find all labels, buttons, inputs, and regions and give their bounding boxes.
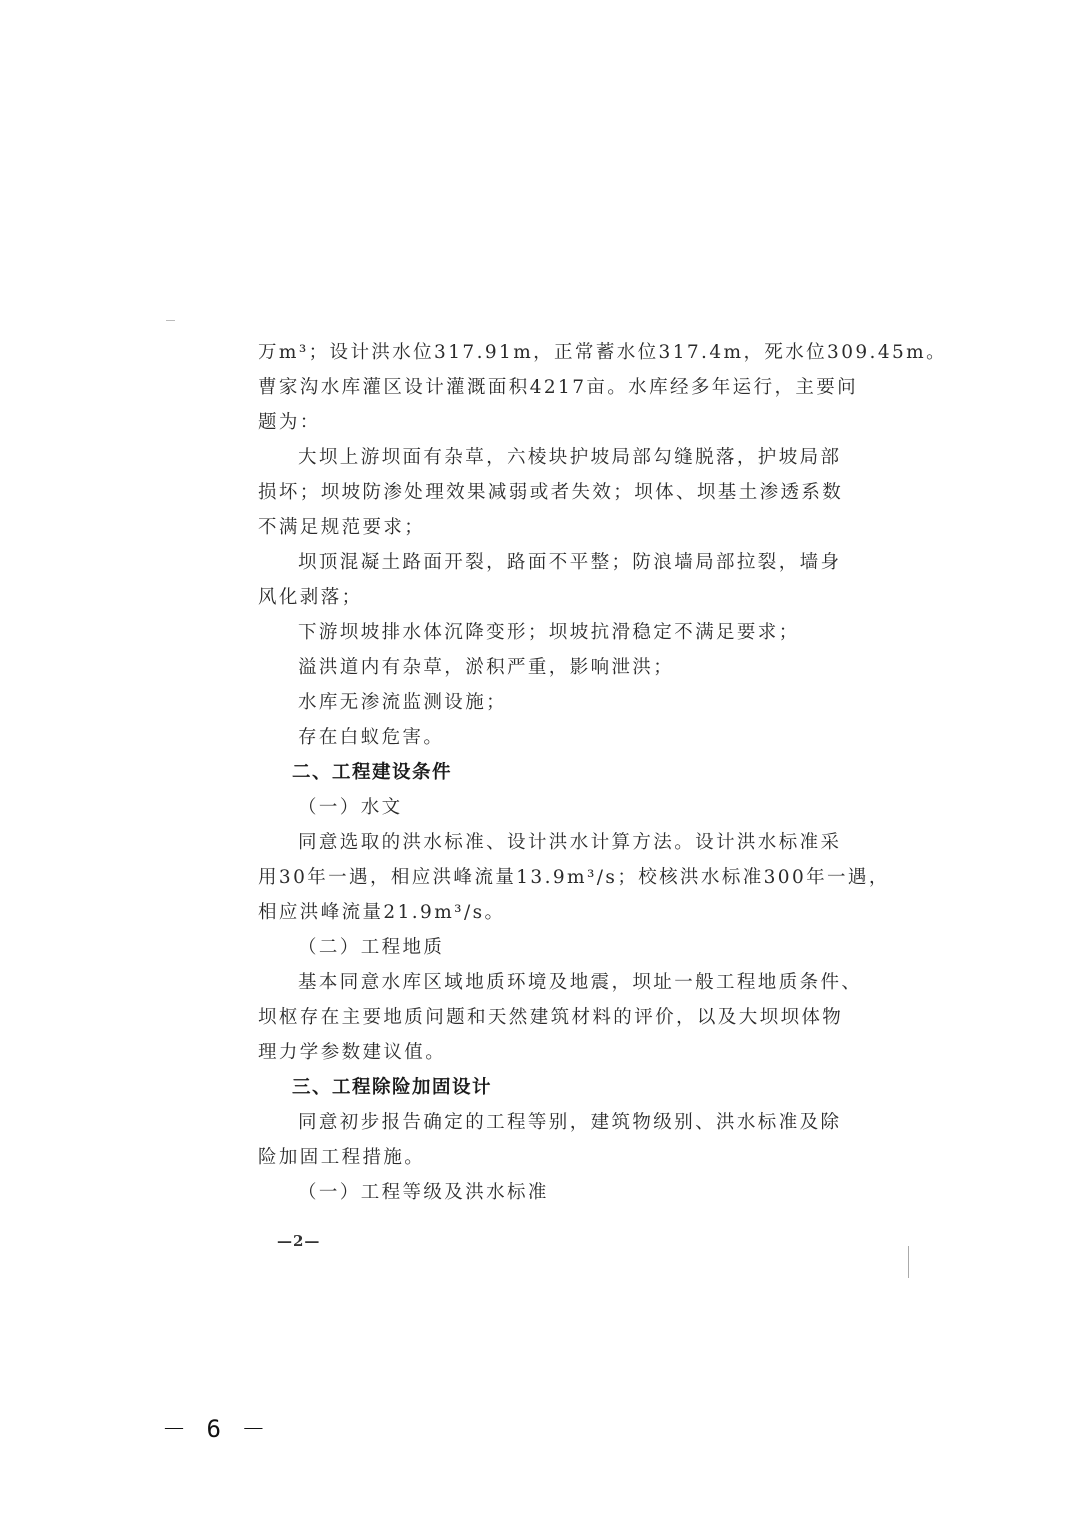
- paragraph-line: 基本同意水库区域地质环境及地震，坝址一般工程地质条件、: [298, 972, 863, 993]
- paragraph-line: 相应洪峰流量21.9m³/s。: [258, 902, 506, 923]
- paragraph-line: 坝顶混凝土路面开裂，路面不平整；防浪墙局部拉裂，墙身: [298, 552, 842, 573]
- paragraph-line: 同意选取的洪水标准、设计洪水计算方法。设计洪水标准采: [298, 832, 842, 853]
- inner-page-number: —2—: [277, 1232, 321, 1250]
- paragraph-line: 理力学参数建议值。: [258, 1042, 447, 1063]
- paragraph-line: 题为：: [258, 412, 321, 433]
- subsection-heading: （一）水文: [298, 797, 403, 818]
- section-heading: 二、工程建设条件: [292, 762, 453, 783]
- paragraph-line: 险加固工程措施。: [258, 1147, 426, 1168]
- paragraph-line: 溢洪道内有杂草，淤积严重，影响泄洪；: [298, 657, 675, 678]
- paragraph-line: 风化剥落；: [258, 587, 363, 608]
- paragraph-line: 坝枢存在主要地质问题和天然建筑材料的评价，以及大坝坝体物: [258, 1007, 844, 1028]
- scan-mark: [166, 320, 175, 321]
- paragraph-line: 不满足规范要求；: [258, 517, 426, 538]
- paragraph-line: 用30年一遇，相应洪峰流量13.9m³/s；校核洪水标准300年一遇，: [258, 867, 890, 888]
- paragraph-line: 水库无渗流监测设施；: [298, 692, 508, 713]
- paragraph-line: 下游坝坡排水体沉降变形；坝坡抗滑稳定不满足要求；: [298, 622, 800, 643]
- paragraph-line: 同意初步报告确定的工程等别，建筑物级别、洪水标准及除: [298, 1112, 842, 1133]
- subsection-heading: （一）工程等级及洪水标准: [298, 1182, 549, 1203]
- paragraph-line: 曹家沟水库灌区设计灌溉面积4217亩。水库经多年运行，主要问: [258, 377, 859, 398]
- paragraph-line: 大坝上游坝面有杂草，六棱块护坡局部勾缝脱落，护坡局部: [298, 447, 842, 468]
- scan-mark: [908, 1246, 909, 1278]
- section-heading: 三、工程除险加固设计: [292, 1077, 493, 1098]
- subsection-heading: （二）工程地质: [298, 937, 445, 958]
- paragraph-line: 万m³；设计洪水位317.91m，正常蓄水位317.4m，死水位309.45m。: [258, 342, 948, 363]
- paragraph-line: 损坏；坝坡防渗处理效果减弱或者失效；坝体、坝基土渗透系数: [258, 482, 844, 503]
- paragraph-line: 存在白蚁危害。: [298, 727, 445, 748]
- outer-page-number: － 6 －: [162, 1415, 269, 1443]
